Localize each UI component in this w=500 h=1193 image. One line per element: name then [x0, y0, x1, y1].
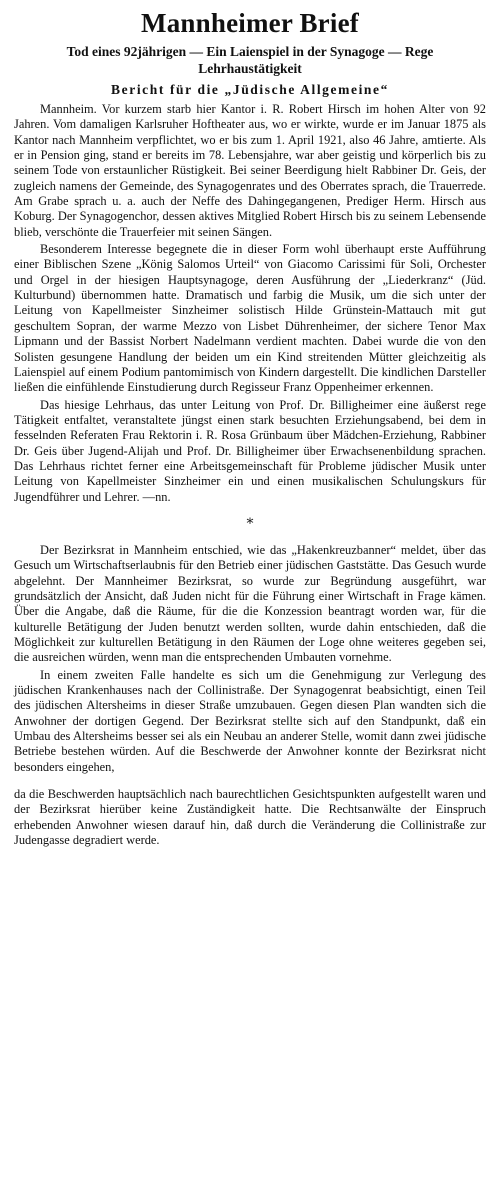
section-separator: * [246, 515, 254, 532]
paragraph-krankenhaus: In einem zweiten Falle handelte es sich um die Genehmigung zur Verlegung des jüdischen Krankenhauses nach der Collinistraße. Der Synagogenrat beabsichtigt, einen Teil des jüdischen Altersheims in dieser Straße umzubauen. Gegen diesen Plan wandten sich die Anwohner der dortigen Gegend. Der Bezirksrat stellte sich auf den Standpunkt, daß ein Umbau des Altersheims besser sei als ein Neubau an anderer Stelle, womit dann zwei jüdische Betriebe bestehen würden. Auf die Beschwerde der Anwohner konnte der Bezirksrat nicht besonders eingehen, [14, 667, 486, 774]
article-byline: Bericht für die „Jüdische Allgemeine“ [111, 82, 389, 97]
paragraph-obituary: Mannheim. Vor kurzem starb hier Kantor i. R. Robert Hirsch im hohen Alter von 92 Jahren. Vom damaligen Karlsruher Hoftheater aus, wo er wirkte, wurde er im Januar 1875 als Kantor nach Mannheim verpflichtet, wo er bis zum 1. April 1921, also 46 Jahre, amtierte. Als er in Pension ging, stand er bereits im 78. Lebensjahre, war aber geistig und körperlich bis zu seinem Tode von erstaunlicher Rüstigkeit. Bei seiner Beerdigung hielt Rabbiner Dr. Geis, der zugleich namens der Gemeinde, des Synagogenrates und des Oberrates sprach, die Trauerrede. Am Grabe sprach u. a. auch der Neffe des Dahingegangenen, Prediger Herm. Hirsch aus Koburg. Der Synagogenchor, dessen aktives Mitglied Robert Hirsch bis zu seinem Lebensende blieb, verschönte die Trauerfeier mit seinen Sängen. [14, 102, 486, 239]
article-subtitle: Tod eines 92jährigen — Ein Laienspiel in der Synagoge — Rege Lehrhaustätigkeit [66, 44, 434, 76]
paragraph-continuation: da die Beschwerden hauptsächlich nach baurechtlichen Gesichtspunkten aufgestellt waren und der Bezirksrat hierüber keine Zuständigkeit hatte. Die Rechtsanwälte der Einspruch erhebenden Anwohner wiesen darauf hin, daß durch die Veränderung die Collinistraße zur Judengasse degradiert werde. [14, 787, 486, 848]
paragraph-bezirksrat: Der Bezirksrat in Mannheim entschied, wie das „Hakenkreuzbanner“ meldet, über das Gesuch um Wirtschaftserlaubnis für den Betrieb einer jüdischen Gaststätte. Das Gesuch wurde abgelehnt. Der Mannheimer Bezirksrat, so wurde zur Begründung ausgeführt, war grundsätzlich der Ansicht, daß Juden nicht für die Führung einer Wirtschaft in Frage kämen. Über die Angabe, daß die Räume, für die die Konzession beantragt worden war, für die kulturelle Betätigung der Juden benutzt werden sollten, wurde dahin entschieden, daß die Möglichkeit zur kulturellen Betätigung in den Räumen der Loge ohne weiteres gegeben sei, die ausreichen würden, wenn man die entsprechenden Umbauten vornehme. [14, 542, 486, 665]
paragraph-performance: Besonderem Interesse begegnete die in dieser Form wohl überhaupt erste Aufführung einer Biblischen Szene „König Salomos Urteil“ von Giacomo Carissimi für Soli, Orchester und Orgel in der hiesigen Hauptsynagoge, deren Ausführung der „Liederkranz“ (Jüd. Kulturbund) übernommen hatte. Dramatisch und farbig die Musik, um die sich unter der Leitung von Kapellmeister Sinzheimer solistisch Hilde Grünstein-Mattauch mit gut geschultem Sopran, der warme Mezzo von Lisbet Dührenheimer, der sichere Tenor Max Lipmann und der Bassist Norbert Nadelmann verdient machten. Dabei wurde die von den Solisten gesungene Handlung der beiden um ein Kind streitenden Mütter gleichzeitig als Laienspiel auf einem Podium pantomimisch von Kindern dargestellt. Die kindlichen Darsteller ließen die einfühlende Einstudierung durch Regisseur Franz Oppenheimer erkennen. [14, 242, 486, 395]
paragraph-lehrhaus: Das hiesige Lehrhaus, das unter Leitung von Prof. Dr. Billigheimer eine äußerst rege Tätigkeit entfaltet, veranstaltete jüngst einen stark besuchten Erziehungsabend, bei dem in fesselnden Referaten Frau Rektorin i. R. Rosa Grünbaum über Mädchen-Erziehung, Rabbiner Dr. Geis über Jugend-Alijah und Prof. Dr. Billigheimer über Erwachsenenbildung sprachen. Das Lehrhaus richtet ferner eine Arbeitsgemeinschaft für Probleme jüdischer Musik unter Leitung von Kapellmeister Sinzheimer ein und einen musikalischen Schulungskurs für Jugendführer und Lehrer. —nn. [14, 397, 486, 504]
article-title: Mannheimer Brief [141, 8, 359, 38]
